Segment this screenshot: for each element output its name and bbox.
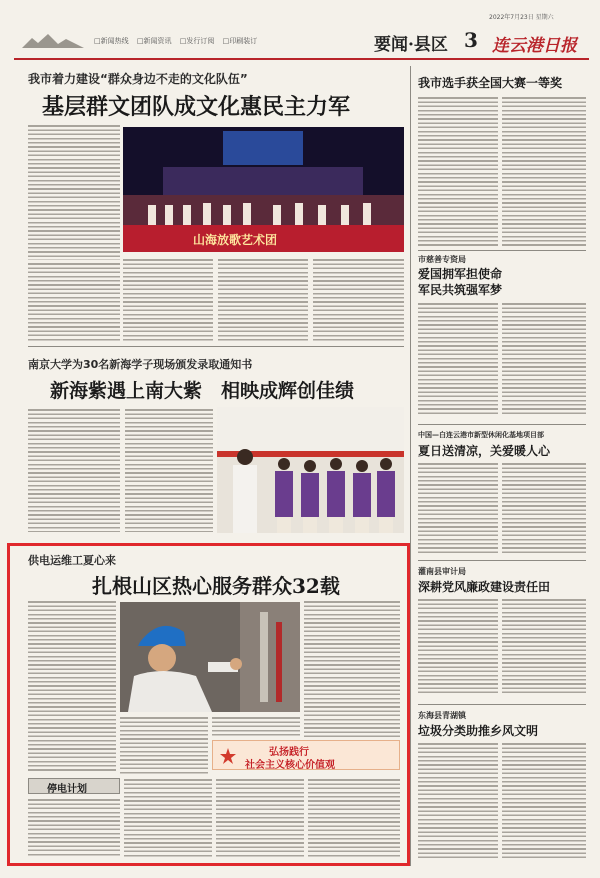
right-story-c-kicker: 中国—白连云港市新型休闲化基地项目部 (418, 431, 544, 439)
story2-text-column (125, 408, 213, 532)
values-badge (212, 740, 400, 770)
newspaper-logo: 连云港日报 (492, 36, 577, 56)
right-story-a-headline: 我市选手获全国大赛一等奖 (418, 76, 563, 90)
story2-headline: 新海紫遇上南大紫 相映成辉创佳绩 (50, 380, 355, 402)
right-text-column (418, 742, 498, 858)
right-story-c-headline: 夏日送清凉，关爱暖人心 (418, 444, 551, 458)
right-story-d-kicker: 灌南县审计局 (418, 567, 466, 576)
right-text-column (418, 598, 498, 696)
outage-text (28, 798, 120, 858)
worker-photo (120, 602, 300, 712)
right-text-column (502, 742, 586, 858)
right-story-d-headline: 深耕党风廉政建设责任田 (418, 580, 551, 594)
lead-text-column (28, 124, 120, 260)
divider (418, 704, 586, 705)
divider (418, 424, 586, 425)
right-text-column (418, 96, 498, 246)
masthead-links (94, 36, 263, 46)
outage-text (308, 778, 400, 858)
right-text-column (418, 462, 498, 554)
masthead-link: □新闻热线 (94, 37, 129, 45)
lead-text-column (28, 262, 120, 342)
page-number: 3 (464, 28, 478, 52)
outage-text (124, 778, 212, 858)
right-text-column (502, 302, 586, 414)
story2-kicker: 南京大学为30名新海学子现场颁发录取通知书 (28, 358, 253, 371)
right-text-column (418, 302, 498, 414)
section-title: 要闻·县区 (374, 35, 448, 55)
divider (28, 346, 404, 347)
right-story-b-kicker: 市慈善专资局 (418, 255, 466, 264)
masthead-link: □新闻资讯 (136, 37, 172, 45)
outage-title: 停电计划 (47, 784, 87, 795)
lead-headline: 基层群文团队成文化惠民主力军 (42, 94, 351, 120)
right-text-column (502, 462, 586, 554)
highlight-kicker: 供电运维工夏心来 (28, 554, 116, 567)
story2-text-column (28, 408, 120, 532)
highlight-text-column (120, 716, 208, 774)
lead-text-column (313, 258, 404, 342)
highlight-text-column (28, 600, 116, 772)
story2-photo (217, 407, 404, 533)
highlight-text-column (304, 600, 400, 738)
column-divider (410, 66, 411, 866)
right-text-column (502, 598, 586, 696)
masthead (14, 14, 589, 60)
lead-photo (123, 127, 404, 252)
outage-title-box (28, 778, 120, 794)
issue-date: 2022年7月23日 星期六 (489, 14, 554, 21)
right-text-column (502, 96, 586, 246)
divider (418, 560, 586, 561)
ceremony-photo-icon (217, 407, 404, 533)
highlight-headline: 扎根山区热心服务群众32载 (92, 574, 340, 598)
star-icon (219, 747, 237, 765)
lead-kicker: 我市着力建设“群众身边不走的文化队伍” (28, 72, 248, 86)
divider (418, 250, 586, 251)
mountain-ornament-icon (22, 32, 84, 50)
highlight-text-column (212, 716, 300, 736)
right-story-e-kicker: 东海县青湖镇 (418, 711, 466, 720)
masthead-link: □印刷装订 (222, 37, 258, 45)
badge-line2: 社会主义核心价值观 (245, 760, 335, 771)
masthead-link: □发行订阅 (179, 37, 215, 45)
worker-photo-icon (120, 602, 300, 712)
outage-text (216, 778, 304, 858)
right-story-b-headline: 爱国拥军担使命 军民共筑强军梦 (418, 267, 503, 297)
lead-text-column (123, 258, 213, 342)
right-story-e-headline: 垃圾分类助推乡风文明 (418, 724, 539, 738)
lead-text-column (218, 258, 308, 342)
badge-line1: 弘扬践行 (269, 747, 309, 758)
stage-banner: 山海放歌艺术团 (193, 233, 278, 247)
